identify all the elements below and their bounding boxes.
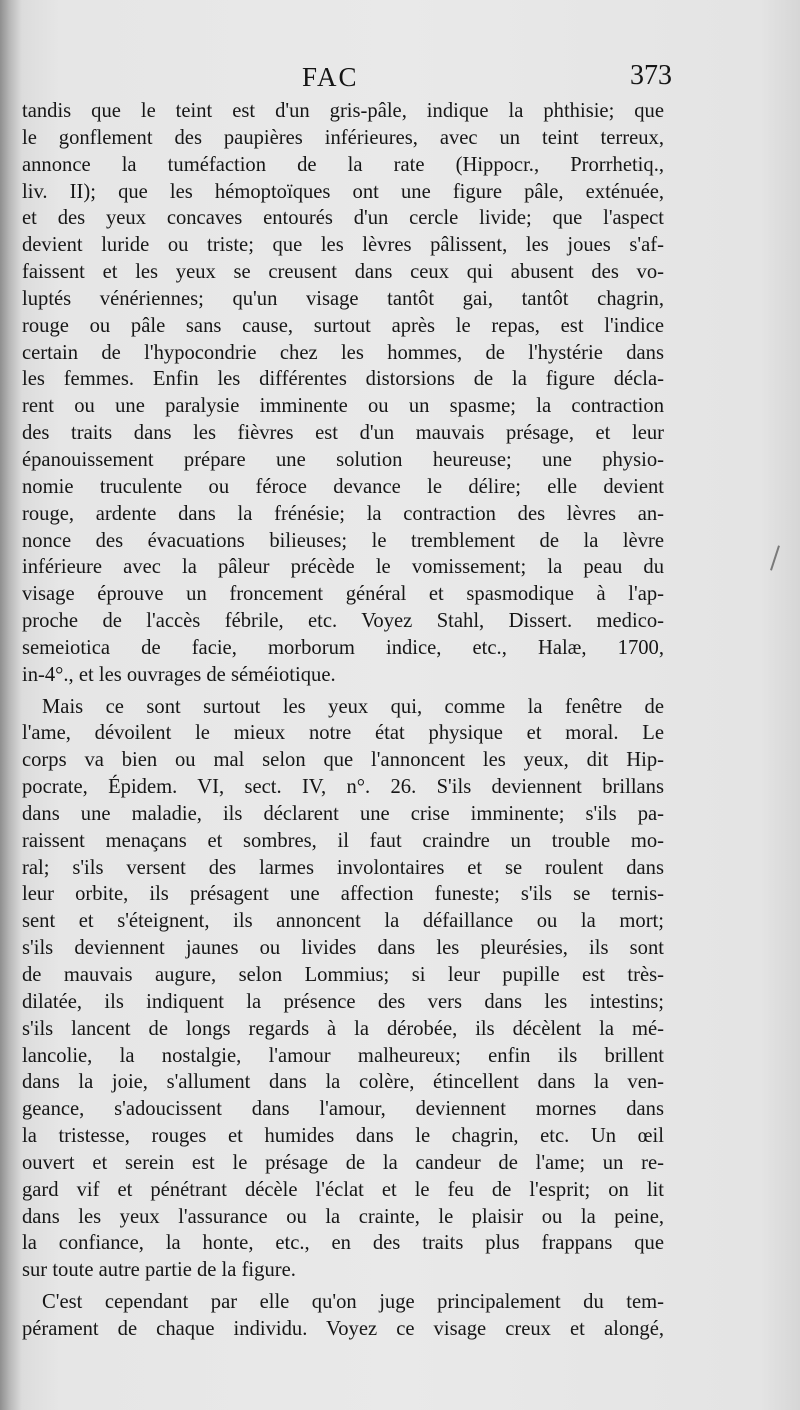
- text-line: semeiotica de facie, morborum indice, etc., Halæ, 1700,: [22, 636, 664, 659]
- text-line: lancolie, la nostalgie, l'amour malheureux; enfin ils brillent: [22, 1044, 664, 1067]
- text-line: s'ils lancent de longs regards à la dérobée, ils décèlent la mé-: [22, 1017, 664, 1040]
- text-line: raissent menaçans et sombres, il faut craindre un trouble mo-: [22, 829, 664, 852]
- running-head: [22, 58, 672, 98]
- paragraph-3: [22, 1289, 664, 1343]
- text-line: épanouissement prépare une solution heureuse; une physio-: [22, 448, 664, 471]
- paragraph-1: [22, 98, 664, 689]
- text-line: pocrate, Épidem. VI, sect. IV, n°. 26. S'ils deviennent brillans: [22, 776, 664, 799]
- text-line: rent ou une paralysie imminente ou un spasme; la contraction: [22, 395, 664, 418]
- text-line: le gonflement des paupières inférieures, avec un teint terreux,: [22, 126, 664, 149]
- paragraph-2: [22, 694, 664, 1285]
- text-line: la tristesse, rouges et humides dans le chagrin, etc. Un œil: [22, 1125, 664, 1148]
- text-line: les femmes. Enfin les différentes distorsions de la figure décla-: [22, 368, 664, 391]
- text-line: et des yeux concaves entourés d'un cercle livide; que l'aspect: [22, 207, 664, 230]
- text-line: visage éprouve un froncement général et spasmodique à l'ap-: [22, 583, 664, 606]
- text-body: [22, 98, 664, 1343]
- text-line: certain de l'hypocondrie chez les hommes, de l'hystérie dans: [22, 341, 664, 364]
- text-line: s'ils deviennent jaunes ou livides dans les pleurésies, ils sont: [22, 937, 664, 960]
- text-line: pérament de chaque individu. Voyez ce visage creux et alongé,: [22, 1317, 664, 1340]
- text-line: tandis que le teint est d'un gris-pâle, indique la phthisie; que: [22, 100, 664, 122]
- page-number: 373: [630, 60, 672, 91]
- text-line: corps va bien ou mal selon que l'annoncent les yeux, dit Hip-: [22, 749, 664, 772]
- text-line: faissent et les yeux se creusent dans ceux qui abusent des vo-: [22, 261, 664, 284]
- text-line: la confiance, la honte, etc., en des traits plus frappans que: [22, 1232, 664, 1255]
- margin-pencil-mark: [770, 545, 780, 570]
- text-line: Mais ce sont surtout les yeux qui, comme la fenêtre de: [42, 695, 664, 718]
- text-line: nomie truculente ou féroce devance le délire; elle devient: [22, 475, 664, 498]
- text-line: ouvert et serein est le présage de la candeur de l'ame; un re-: [22, 1151, 664, 1174]
- text-line: dans les yeux l'assurance ou la crainte, le plaisir ou la peine,: [22, 1205, 664, 1228]
- text-line: ral; s'ils versent des larmes involontaires et se roulent dans: [22, 856, 664, 879]
- text-line: de mauvais augure, selon Lommius; si leur pupille est très-: [22, 964, 664, 986]
- text-line: dans une maladie, ils déclarent une crise imminente; s'ils pa-: [22, 802, 664, 825]
- text-line: proche de l'accès fébrile, etc. Voyez Stahl, Dissert. medico-: [22, 610, 664, 633]
- text-line: des traits dans les fièvres est d'un mauvais présage, et leur: [22, 422, 664, 445]
- text-line: gard vif et pénétrant décèle l'éclat et le feu de l'esprit; on lit: [22, 1178, 664, 1201]
- text-line: dilatée, ils indiquent la présence des vers dans les intestins;: [22, 990, 664, 1013]
- text-line: dans la joie, s'allument dans la colère, étincellent dans la ven-: [22, 1071, 664, 1094]
- text-line: rouge ou pâle sans cause, surtout après le repas, est l'indice: [22, 314, 664, 337]
- text-line: sur toute autre partie de la figure.: [22, 1259, 296, 1282]
- text-line: luptés vénériennes; qu'un visage tantôt gai, tantôt chagrin,: [22, 287, 664, 310]
- text-line: leur orbite, ils présagent une affection funeste; s'ils se ternis-: [22, 883, 664, 906]
- text-line: inférieure avec la pâleur précède le vomissement; la peau du: [22, 556, 664, 579]
- text-line: sent et s'éteignent, ils annoncent la défaillance ou la mort;: [22, 910, 664, 933]
- text-line: C'est cependant par elle qu'on juge principalement du tem-: [42, 1291, 664, 1314]
- text-line: geance, s'adoucissent dans l'amour, deviennent mornes dans: [22, 1098, 664, 1121]
- text-line: annonce la tuméfaction de la rate (Hippocr., Prorrhetiq.,: [22, 153, 664, 176]
- text-line: nonce des évacuations bilieuses; le tremblement de la lèvre: [22, 529, 664, 552]
- text-line: devient luride ou triste; que les lèvres pâlissent, les joues s'af-: [22, 234, 664, 257]
- text-line: liv. II); que les hémoptoïques ont une figure pâle, exténuée,: [22, 180, 664, 203]
- text-line: in-4°., et les ouvrages de séméiotique.: [22, 663, 336, 686]
- text-line: rouge, ardente dans la frénésie; la contraction des lèvres an-: [22, 502, 664, 525]
- text-line: l'ame, dévoilent le mieux notre état physique et moral. Le: [22, 722, 664, 745]
- running-head-word: FAC: [302, 62, 359, 92]
